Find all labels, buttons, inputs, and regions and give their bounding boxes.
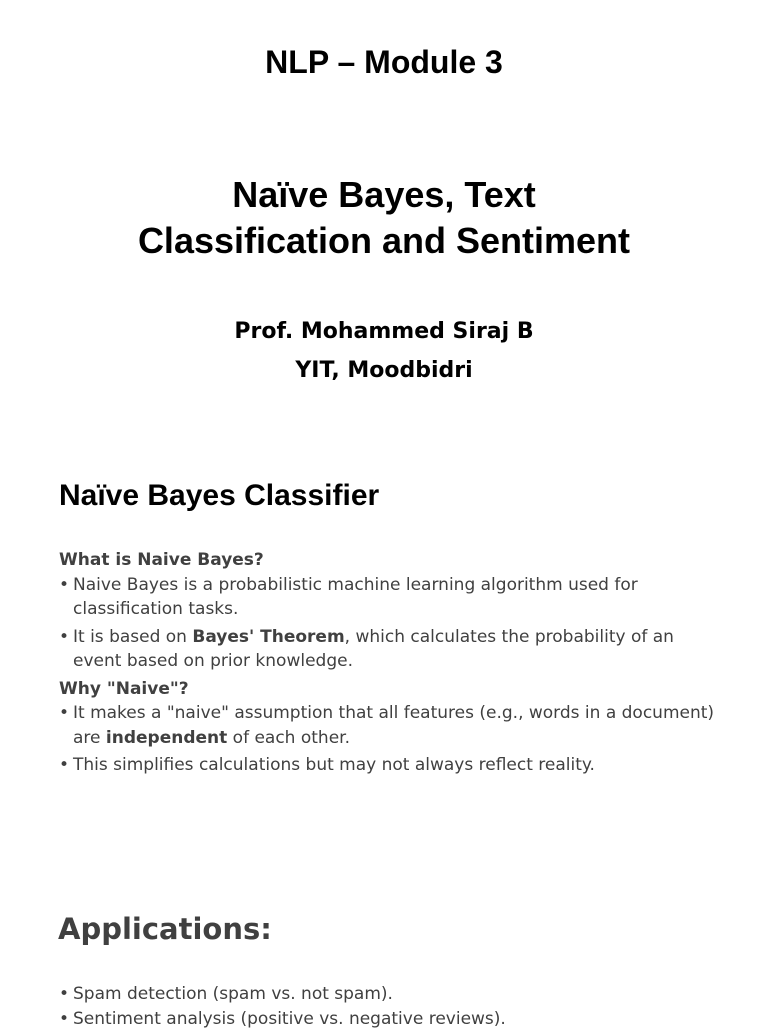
list-item: • Sentiment analysis (positive vs. negative reviews). (59, 1007, 719, 1032)
applications-list (59, 982, 719, 1032)
bullet-emphasis: Bayes' Theorem (192, 626, 345, 647)
list-item (59, 573, 719, 622)
why-naive-list (59, 701, 719, 778)
list-item (59, 701, 719, 750)
subhead-what-is: What is Naive Bayes? (59, 550, 264, 570)
author-block (0, 312, 768, 390)
author-affiliation: YIT, Moodbidri (295, 358, 473, 383)
bullet-text: It makes a "naive" assumption that all features (e.g., words in a document) are (73, 703, 715, 748)
bullet-text: , which calculates the probability of an event based on prior knowledge. (73, 626, 674, 671)
module-title: NLP – Module 3 (265, 44, 503, 80)
title-line-1: Naïve Bayes, Text (232, 174, 536, 215)
title-line-2: Classification and Sentiment (137, 220, 631, 261)
what-is-list (59, 573, 719, 674)
list-item (59, 625, 719, 674)
list-item (59, 753, 719, 778)
bullet-text: of each other. (227, 727, 350, 748)
bullet-emphasis: independent (105, 727, 228, 748)
section-heading: Naïve Bayes Classifier (59, 479, 380, 512)
bullet-text: It is based on (73, 626, 193, 647)
list-item: • Spam detection (spam vs. not spam). (59, 982, 719, 1007)
presentation-title (0, 172, 768, 264)
applications-heading: Applications: (58, 912, 272, 946)
bullet-text: Naive Bayes is a probabilistic machine learning algorithm used for classification tasks. (73, 574, 638, 619)
subhead-why-naive: Why "Naive"? (59, 678, 189, 699)
author-name: Prof. Mohammed Siraj B (234, 319, 534, 344)
bullet-text: This simplifies calculations but may not always reflect reality. (73, 755, 595, 775)
content-body (59, 548, 719, 781)
